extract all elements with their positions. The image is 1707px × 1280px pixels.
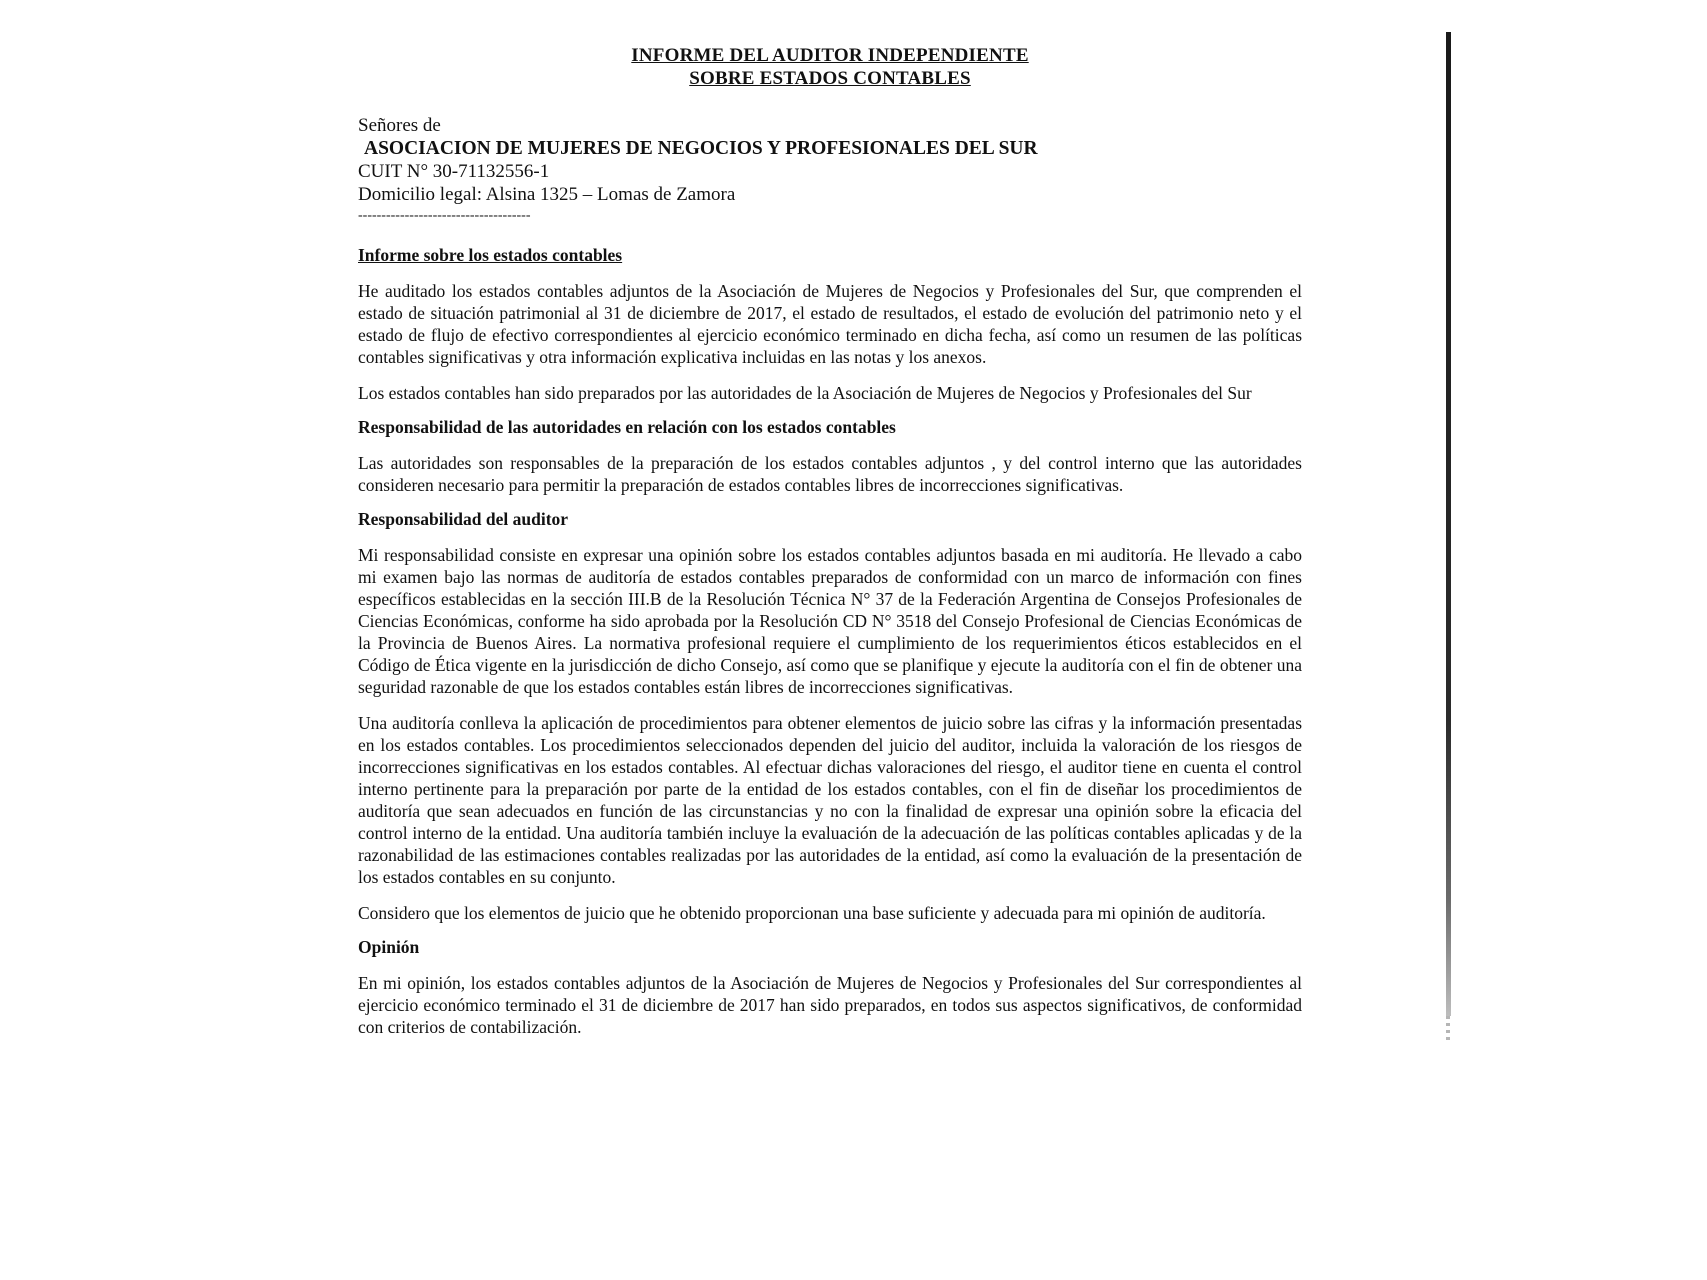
paragraph-informe-1: He auditado los estados contables adjuntos de la Asociación de Mujeres de Negocios y Profesionales del Sur, que comprenden el estado de situación patrimonial al 31 de diciembre de 2017, el estado de resultados, el estado de evolución del patrimonio neto y el estado de flujo de efectivo correspondientes al ejercicio económico terminado en dicha fecha, así como un resumen de las políticas contables significativas y otra información explicativa incluidas en las notas y los anexos. [358, 281, 1302, 367]
separator-line: ------------------------------------- [358, 208, 531, 223]
title-line-1: INFORME DEL AUDITOR INDEPENDIENTE [631, 45, 1029, 66]
paragraph-auditor-1: Mi responsabilidad consiste en expresar una opinión sobre los estados contables adjuntos basada en mi auditoría. He llevado a cabo mi examen bajo las normas de auditoría de estados contables preparados de conformidad con un marco de información con fines específicos establecidas en la sección III.B de la Resolución Técnica N° 37 de la Federación Argentina de Consejos Profesionales de Ciencias Económicas, conforme ha sido aprobada por la Resolución CD N° 3518 del Consejo Profesional de Ciencias Económicas de la Provincia de Buenos Aires. La normativa profesional requiere el cumplimiento de los requerimientos éticos establecidos en el Código de Ética vigente en la jurisdicción de dicho Consejo, así como que se planifique y ejecute la auditoría con el fin de obtener una seguridad razonable de que los estados contables están libres de incorrecciones significativas. [358, 545, 1302, 697]
paragraph-opinion-1: En mi opinión, los estados contables adjuntos de la Asociación de Mujeres de Negocios y Profesionales del Sur correspondientes al ejercicio económico terminado el 31 de diciembre de 2017 han sido preparados, en todos sus aspectos significativos, de conformidad con criterios de contabilización. [358, 973, 1302, 1037]
section-heading-auditor: Responsabilidad del auditor [358, 509, 569, 529]
section-heading-informe: Informe sobre los estados contables [358, 245, 623, 265]
report-document [358, 44, 1302, 1038]
scan-edge-bar [1446, 32, 1451, 1016]
paragraph-auditor-3: Considero que los elementos de juicio que he obtenido proporcionan una base suficiente y adecuada para mi opinión de auditoría. [358, 903, 1266, 923]
paragraph-autoridades-1: Las autoridades son responsables de la preparación de los estados contables adjuntos , y del control interno que las autoridades consideren necesario para permitir la preparación de estados contables libres de incorrecciones significativas. [358, 453, 1302, 495]
legal-address: Domicilio legal: Alsina 1325 – Lomas de Zamora [358, 184, 736, 205]
section-heading-opinion: Opinión [358, 937, 420, 957]
scan-edge-marks [1446, 1016, 1450, 1040]
section-heading-autoridades: Responsabilidad de las autoridades en relación con los estados contables [358, 417, 896, 437]
cuit-number: CUIT N° 30-71132556-1 [358, 161, 550, 182]
paragraph-auditor-2: Una auditoría conlleva la aplicación de procedimientos para obtener elementos de juicio sobre las cifras y la información presentadas en los estados contables. Los procedimientos seleccionados dependen del juicio del auditor, incluida la valoración de los riesgos de incorrecciones significativas en los estados contables. Al efectuar dichas valoraciones del riesgo, el auditor tiene en cuenta el control interno pertinente para la preparación por parte de la entidad de los estados contables, con el fin de diseñar los procedimientos de auditoría que sean adecuados en función de las circunstancias y no con la finalidad de expresar una opinión sobre la eficacia del control interno de la entidad. Una auditoría también incluye la evaluación de la adecuación de las políticas contables aplicadas y de la razonabilidad de las estimaciones contables realizadas por las autoridades de la entidad, así como la evaluación de la presentación de los estados contables en su conjunto. [358, 713, 1302, 887]
report-title [358, 44, 1302, 90]
salutation: Señores de [358, 115, 441, 136]
title-line-2: SOBRE ESTADOS CONTABLES [689, 68, 971, 89]
addressee-block [358, 114, 1302, 224]
organization-name: ASOCIACION DE MUJERES DE NEGOCIOS Y PROFESIONALES DEL SUR [364, 138, 1038, 159]
paragraph-informe-2: Los estados contables han sido preparados por las autoridades de la Asociación de Mujeres de Negocios y Profesionales del Sur [358, 383, 1252, 403]
